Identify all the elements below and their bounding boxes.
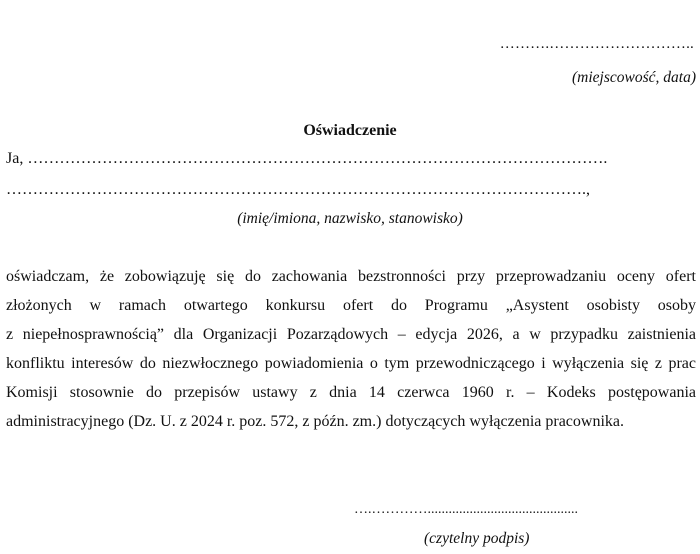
document-title: Oświadczenie <box>303 122 397 139</box>
name-caption: (imię/imiona, nazwisko, stanowisko) <box>237 210 463 227</box>
name-field-line-2: ………………………………………………………………………………………………., <box>6 181 590 198</box>
body-line: z niepełnosprawnością” dla Organizacji Pozarządowych – edycja 2026, a w przypadku zaistnienia <box>6 326 696 343</box>
place-date-caption: (miejscowość, data) <box>572 69 696 86</box>
body-line: konfliktu interesów do niezwłocznego powiadomienia o tym przewodniczącego i wyłączenia się z prac <box>6 355 696 372</box>
name-field-line-1: Ja, ………………………………………………………………………………………………. <box>6 150 608 167</box>
body-line: złożonych w ramach otwartego konkursu ofert do Programu „Asystent osobisty osoby <box>6 297 696 314</box>
declaration-body <box>6 262 696 436</box>
signature-field: ….…………........................................... <box>354 502 578 517</box>
place-date-field: ……….……………………….. <box>499 36 694 52</box>
body-line: administracyjnego (Dz. U. z 2024 r. poz. 572, z późn. zm.) dotyczących wyłączenia pracownika. <box>6 413 624 430</box>
signature-caption: (czytelny podpis) <box>424 530 530 547</box>
body-line: Komisji stosownie do przepisów ustawy z dnia 14 czerwca 1960 r. – Kodeks postępowania <box>6 384 696 401</box>
body-line: oświadczam, że zobowiązuję się do zachowania bezstronności przy przeprowadzaniu oceny ofert <box>6 268 696 285</box>
